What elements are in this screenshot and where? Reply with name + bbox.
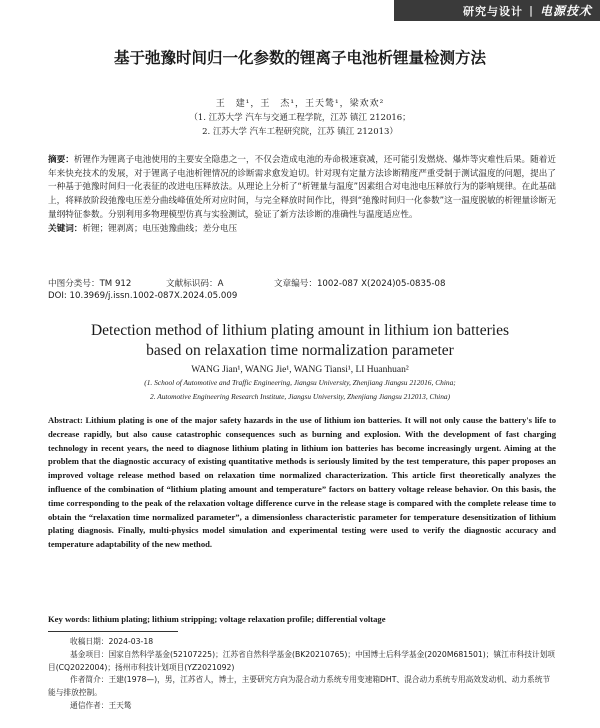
doi[interactable]: DOI: 10.3969/j.issn.1002-087X.2024.05.009 <box>48 291 238 301</box>
chinese-affiliation-2: 2. 江苏大学 汽车工程研究院，江苏 镇江 212013） <box>202 127 398 137</box>
chinese-abstract-label: 摘要： <box>48 155 74 165</box>
chinese-authors: 王 建¹，王 杰¹，王天鸶¹，梁欢欢² <box>215 99 385 109</box>
english-keywords <box>48 614 556 624</box>
english-authors: WANG Jian¹, WANG Jie¹, WANG Tiansi¹, LI Huanhuan² <box>191 365 409 375</box>
chinese-keywords <box>48 223 556 237</box>
footnote-divider <box>48 631 178 632</box>
english-abstract-label: Abstract: <box>48 415 83 425</box>
received-date: 收稿日期：2024-03-18 <box>70 637 154 646</box>
english-title-line-1: Detection method of lithium plating amount in lithium ion batteries <box>90 322 509 339</box>
chinese-keywords-text: 析锂；锂剥离；电压弛豫曲线；差分电压 <box>82 223 238 234</box>
corresponding-author: 通信作者：王天鸶 <box>70 700 132 710</box>
header-separator: | <box>528 4 534 17</box>
chinese-keywords-label: 关键词： <box>48 223 83 234</box>
chinese-abstract <box>48 154 556 223</box>
footnotes <box>48 636 556 713</box>
english-affiliation-2: 2. Automotive Engineering Research Institute, Jiangsu University, Zhenjiang Jiangsu 212013, China) <box>149 392 451 401</box>
chinese-abstract-text: 析锂作为锂离子电池使用的主要安全隐患之一，不仅会造成电池的寿命极速衰减，还可能引发燃烧、爆炸等灾难性后果。随着近年来快充技术的发展，对于锂离子电池析锂情况的诊断需求愈发迫切。针对现有定量方法诊断精度严重受制于测试温度的问题，提出了一种基于弛豫时间归一化表征的改进电压释放法。从理论上分析了“析锂量与温度”因素组合对电池电压释放行为的影响规律。在此基础上，将释放阶段弛豫电压差分曲线峰值处所对应时间，与完全释放时间作比，得到“弛豫时间归一化参数”这一温度脱敏的析锂量诊断无量纲特征参数。分别利用多物理模型仿真与实验测试，验证了新方法诊断的准确性与温度适应性。 <box>48 155 556 220</box>
english-abstract-text: Lithium plating is one of the major safety hazards in the use of lithium ion batteries. It will not only cause the battery's life to decrease rapidly, but also cause catastrophic consequences such as burning and explosion. With the development of fast charging technology in recent years, the need to diagnose lithium plating in lithium ion batteries has become increasingly urgent. Aiming at the problem that the diagnostic accuracy of existing quantitative methods is seriously limited by the test temperature, this paper proposes an improved voltage release method based on relaxation time normalized characterization. This article first theoretically analyzes the influence of the combination of “lithium plating amount and temperature” factors on battery voltage release behavior. On this basis, the time corresponding to the peak of the relaxation voltage difference curve in the release stage is compared with the complete release time to obtain the “relaxation time normalized parameter”, a dimensionless characteristic parameter for temperature desensitization of lithium plating diagnosis. Finally, multi-physics model simulation and experimental testing were used to verify the diagnostic accuracy and temperature adaptability of the new method. <box>48 415 556 550</box>
english-affiliation-1: (1. School of Automotive and Traffic Engineering, Jiangsu University, Zhenjiang Jiangsu 212016, China; <box>144 378 456 387</box>
clc-number: 中图分类号：TM 912 <box>48 279 132 289</box>
english-title <box>0 321 600 361</box>
english-keywords-text: lithium plating; lithium stripping; voltage relaxation profile; differential voltage <box>92 614 386 624</box>
section-label: 研究与设计 <box>462 4 523 18</box>
chinese-abstract-block <box>48 154 556 236</box>
fund-projects: 基金项目：国家自然科学基金(52107225)；江苏省自然科学基金(BK20210765)；中国博士后科学基金(2020M681501)；镇江市科技计划项目(CQ2022004)；扬州市科技计划项目(YZ2021092) <box>48 649 555 672</box>
chinese-affiliation-1: （1. 江苏大学 汽车与交通工程学院，江苏 镇江 212016； <box>189 113 411 123</box>
english-keywords-label: Key words: <box>48 614 91 624</box>
journal-header-bar <box>394 0 600 21</box>
author-bio: 作者简介：王建(1978—)，男，江苏省人，博士，主要研究方向为混合动力系统专用变速箱DHT、混合动力系统专用高效发动机、动力系统节能与排放控制。 <box>48 675 551 698</box>
chinese-title: 基于弛豫时间归一化参数的锂离子电池析锂量检测方法 <box>113 49 486 67</box>
classification-line <box>48 277 556 289</box>
document-code: 文献标识码：A <box>166 279 224 289</box>
journal-name: 电源技术 <box>539 4 592 18</box>
article-number: 文章编号：1002-087 X(2024)05-0835-08 <box>274 279 446 289</box>
english-abstract <box>48 414 556 552</box>
english-title-line-2: based on relaxation time normalization parameter <box>146 342 454 359</box>
